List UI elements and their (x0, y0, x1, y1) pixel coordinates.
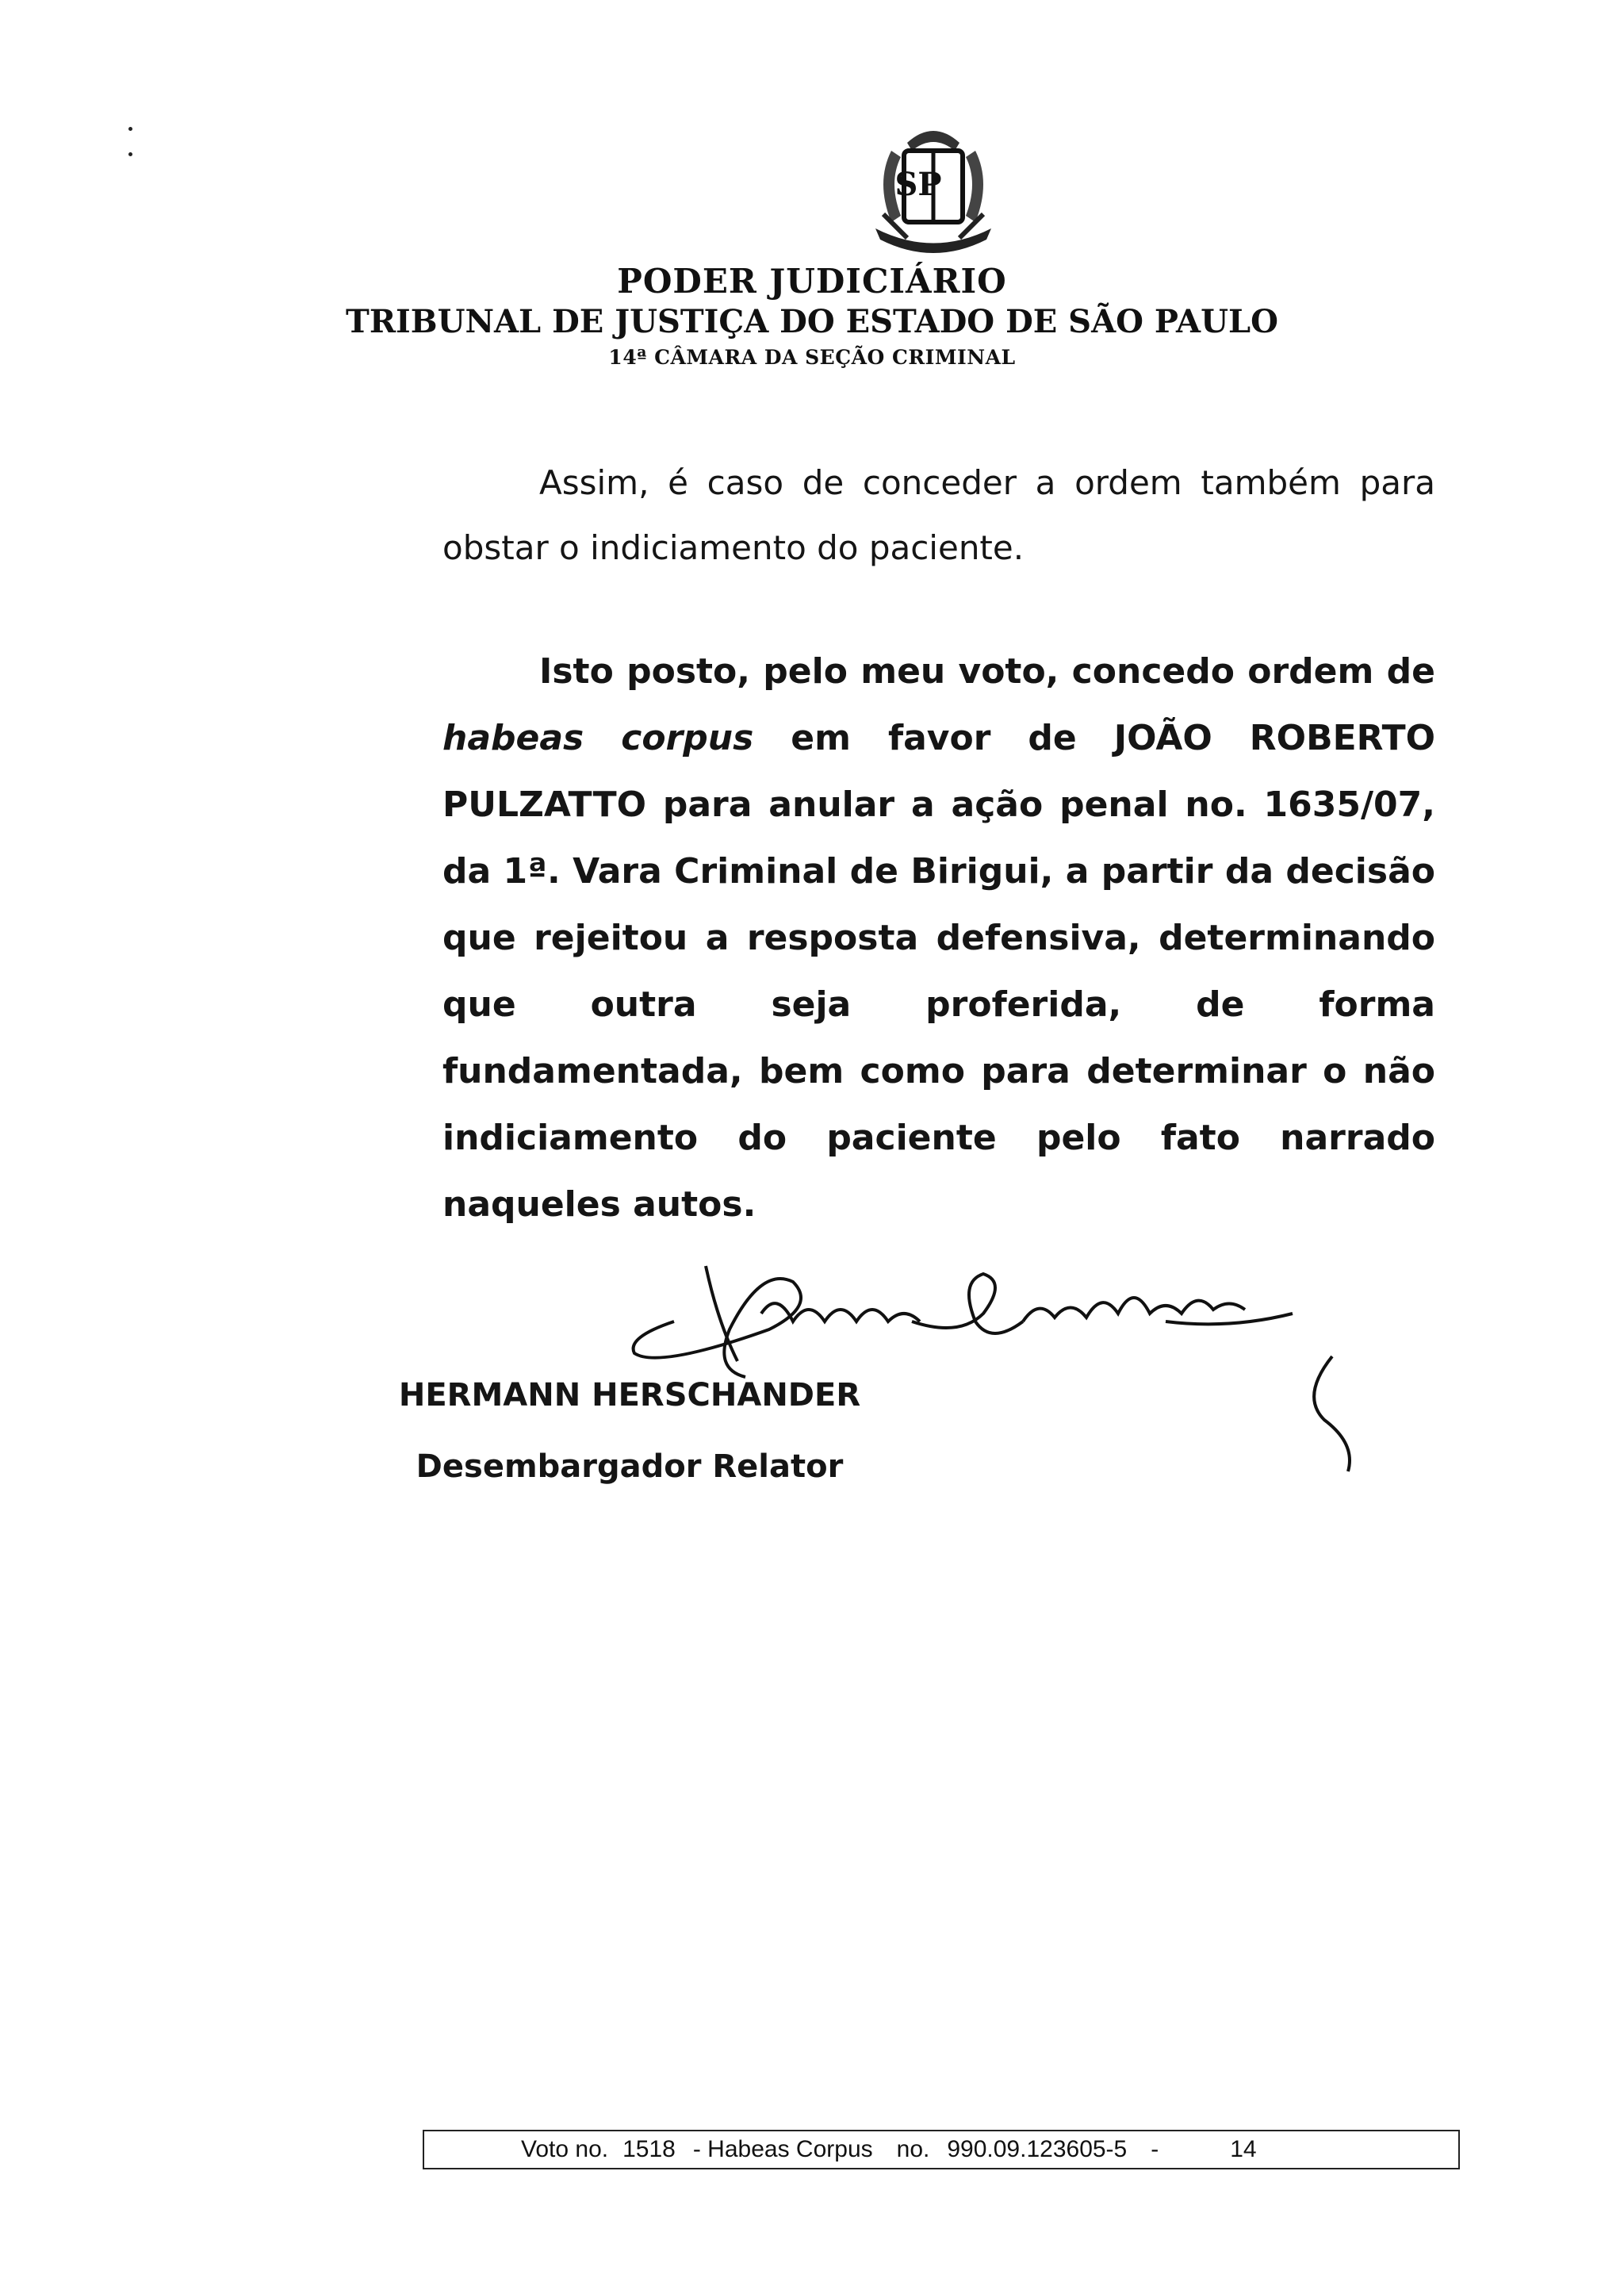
footer-habeas-corpus-label: - Habeas Corpus (692, 2136, 873, 2162)
paragraph-2 (442, 639, 1435, 1238)
signature-bracket-mark (1300, 1348, 1396, 1475)
footer-voto-number: 1518 (622, 2136, 676, 2162)
header-camara: 14ª CÂMARA DA SEÇÃO CRIMINAL (608, 346, 1016, 369)
paragraph-2-text-b: em favor de JOÃO ROBERTO PULZATTO para anular a ação penal no. 1635/07, da 1ª. Vara Criminal de Birigui, a partir da decisão que rejeitou a resposta defensiva, determinando que outra seja proferida, de forma fundamentada, bem como para determinar o não indiciamento do paciente pelo fato narrado naqueles autos. (442, 718, 1435, 1225)
handwritten-signature (611, 1234, 1388, 1472)
header-tribunal: TRIBUNAL DE JUSTIÇA DO ESTADO DE SÃO PAULO (346, 303, 1278, 340)
paragraph-2-text-a: Isto posto, pelo meu voto, concedo ordem de (539, 651, 1435, 692)
footer-separator: - (1151, 2136, 1159, 2162)
paragraph-1: Assim, é caso de conceder a ordem também para obstar o indiciamento do paciente. (442, 463, 1435, 567)
svg-text:SP: SP (894, 166, 942, 203)
margin-marks (127, 125, 143, 173)
signer-name: HERMANN HERSCHANDER (398, 1377, 861, 1414)
footer-reference-box (423, 2130, 1460, 2169)
footer-page-number: 14 (1230, 2136, 1257, 2162)
footer-no-label: no. (896, 2136, 930, 2162)
header-poder-judiciario: PODER JUDICIÁRIO (617, 262, 1007, 301)
paragraph-2-italic: habeas corpus (442, 718, 754, 758)
footer-process-number: 990.09.123605-5 (947, 2136, 1128, 2162)
signer-role: Desembargador Relator (416, 1448, 844, 1485)
sao-paulo-coat-of-arms-icon (860, 119, 1007, 257)
footer-voto-label: Voto no. (521, 2136, 609, 2162)
